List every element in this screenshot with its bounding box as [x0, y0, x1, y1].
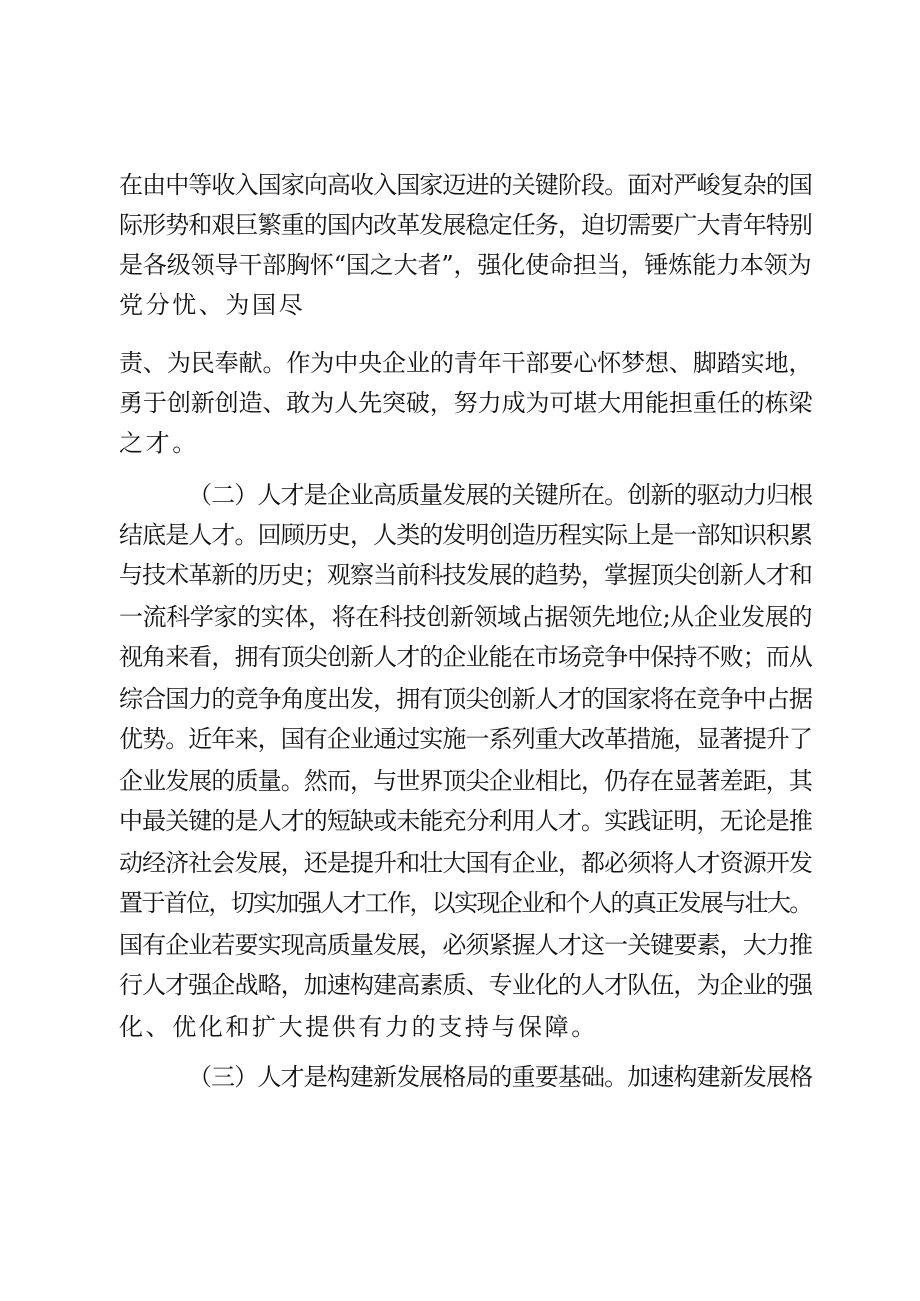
paragraph-heading-3: （三）人才是构建新发展格局的重要基础。加速构建新发展格 [188, 1063, 813, 1091]
text-line: 国有企业若要实现高质量发展，必须紧握人才这一关键要素，大力推 [119, 931, 812, 959]
text-line: 在由中等收入国家向高收入国家迈进的关键阶段。面对严峻复杂的国 [119, 171, 812, 199]
text-line: 中最关键的是人才的短缺或未能充分利用人才。实践证明，无论是推 [119, 807, 812, 835]
text-line: 一流科学家的实体，将在科技创新领域占据领先地位;从企业发展的 [119, 603, 813, 631]
text-line: 优势。近年来，国有企业通过实施一系列重大改革措施，显著提升了 [119, 725, 812, 753]
text-line: 之才。 [119, 429, 199, 457]
text-line: 与技术革新的历史；观察当前科技发展的趋势，掌握顶尖创新人才和 [119, 561, 812, 589]
text-line: 置于首位，切实加强人才工作，以实现企业和个人的真正发展与壮大。 [119, 889, 812, 917]
paragraph-heading-2: （二）人才是企业高质量发展的关键所在。创新的驱动力归根 [188, 481, 813, 509]
text-line: 责、为民奉献。作为中央企业的青年干部要心怀梦想、脚踏实地， [119, 349, 813, 377]
text-line: 综合国力的竞争角度出发，拥有顶尖创新人才的国家将在竞争中占据 [119, 685, 812, 713]
text-line: 勇于创新创造、敢为人先突破，努力成为可堪大用能担重任的栋梁 [119, 389, 813, 417]
text-line: 行人才强企战略，加速构建高素质、专业化的人才队伍，为企业的强 [119, 971, 812, 999]
text-line: 结底是人才。回顾历史，人类的发明创造历程实际上是一部知识积累 [119, 521, 812, 549]
text-line: 化、优化和扩大提供有力的支持与保障。 [119, 1013, 598, 1041]
text-line: 动经济社会发展，还是提升和壮大国有企业，都必须将人才资源开发 [119, 849, 812, 877]
text-line: 党分忧、为国尽 [119, 291, 306, 319]
text-line: 是各级领导干部胸怀“国之大者”，强化使命担当，锤炼能力本领为 [119, 251, 812, 279]
text-line: 际形势和艰巨繁重的国内改革发展稳定任务，迫切需要广大青年特别 [119, 211, 812, 239]
text-line: 视角来看，拥有顶尖创新人才的企业能在市场竞争中保持不败；而从 [119, 643, 812, 671]
text-line: 企业发展的质量。然而，与世界顶尖企业相比，仍存在显著差距，其 [119, 767, 812, 795]
